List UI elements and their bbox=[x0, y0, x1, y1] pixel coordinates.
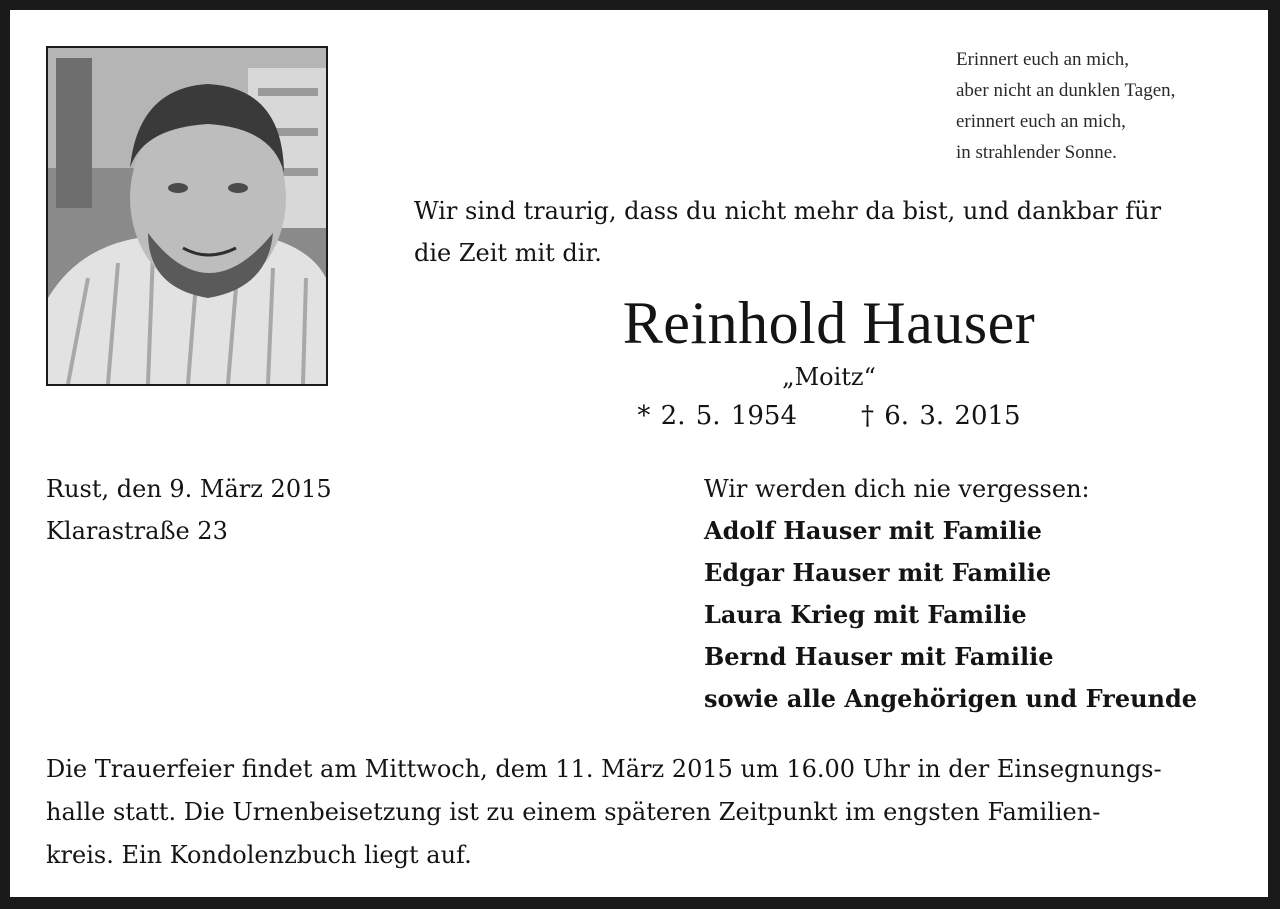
mourner-entry: Edgar Hauser mit Familie bbox=[704, 558, 1052, 587]
notice-line: kreis. Ein Kondolenzbuch liegt auf. bbox=[46, 841, 472, 869]
mourners-list bbox=[704, 468, 1197, 720]
funeral-notice bbox=[46, 748, 1256, 877]
mourner-entry: Adolf Hauser mit Familie bbox=[704, 516, 1042, 545]
poem-line: Erinnert euch an mich, bbox=[956, 49, 1130, 70]
poem-line: in strahlender Sonne. bbox=[956, 142, 1117, 163]
obituary-card bbox=[10, 10, 1268, 897]
deceased-name: Reinhold Hauser bbox=[622, 290, 1036, 356]
date-line: Rust, den 9. März 2015 bbox=[46, 475, 332, 503]
intro-line: die Zeit mit dir. bbox=[414, 239, 602, 267]
mourner-entry: Laura Krieg mit Familie bbox=[704, 600, 1027, 629]
notice-line: Die Trauerfeier findet am Mittwoch, dem 11. März 2015 um 16.00 Uhr in der Einsegnungs- bbox=[46, 755, 1162, 783]
memorial-poem bbox=[956, 44, 1175, 168]
mourners-heading: Wir werden dich nie vergessen: bbox=[704, 475, 1090, 503]
death-date: † 6. 3. 2015 bbox=[861, 401, 1021, 431]
mourner-entry: sowie alle Angehörigen und Freunde bbox=[704, 684, 1198, 713]
address-line: Klarastraße 23 bbox=[46, 517, 228, 545]
deceased-nickname: „Moitz“ bbox=[782, 363, 876, 391]
mourner-entry: Bernd Hauser mit Familie bbox=[704, 642, 1054, 671]
poem-line: erinnert euch an mich, bbox=[956, 111, 1126, 132]
intro-text bbox=[414, 190, 1254, 274]
life-dates bbox=[414, 398, 1244, 434]
poem-line: aber nicht an dunklen Tagen, bbox=[956, 80, 1176, 101]
birth-date: * 2. 5. 1954 bbox=[637, 401, 797, 431]
place-and-date bbox=[46, 468, 332, 552]
portrait-photo bbox=[46, 46, 328, 386]
notice-line: halle statt. Die Urnenbeisetzung ist zu einem späteren Zeitpunkt im engsten Familien- bbox=[46, 798, 1101, 826]
intro-line: Wir sind traurig, dass du nicht mehr da bist, und dankbar für bbox=[414, 197, 1162, 225]
